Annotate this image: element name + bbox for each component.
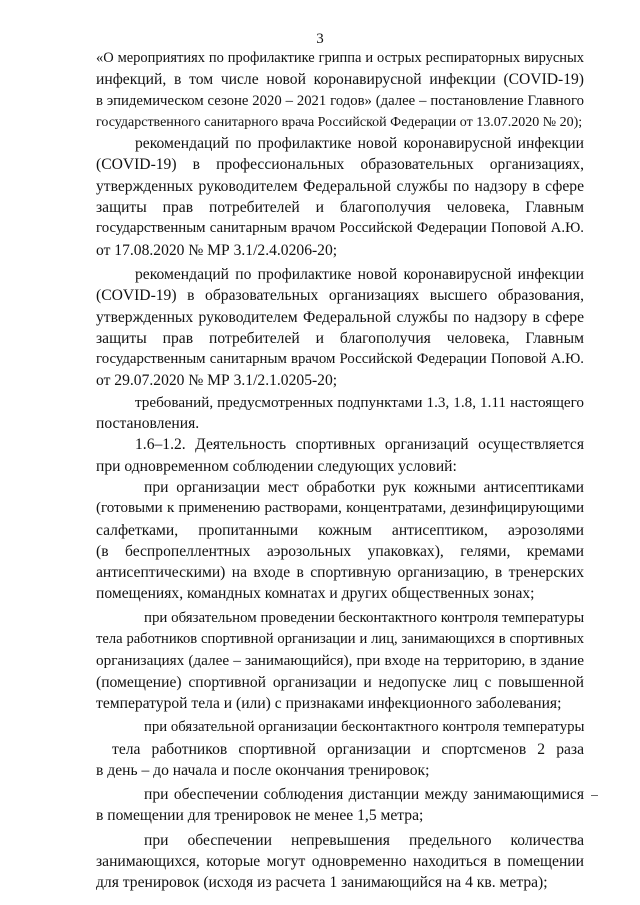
text-line: для тренировок (исходя из расчета 1 занимающийся на 4 кв. метра);: [96, 874, 548, 892]
text-line: (помещение) спортивной организации и недопуске лиц с повышенной: [96, 673, 584, 691]
text-line: тела работников спортивной организации и лиц, занимающихся в спортивных: [96, 631, 584, 648]
text-line: тела работников спортивной организации и спортсменов 2 раза: [112, 740, 584, 758]
paragraph-occupancy-limit: [96, 830, 584, 894]
text-line: государственного санитарного врача Российской Федерации от 13.07.2020 № 20);: [96, 114, 583, 130]
paragraph-temperature-screening-entry: [96, 608, 584, 714]
paragraph-hand-antiseptics: [96, 477, 584, 605]
text-line: антисептическими) на входе в спортивную организацию, в тренерских: [96, 564, 584, 582]
text-line: государственным санитарным врачом Российской Федерации Поповой А.Ю.: [96, 220, 584, 237]
text-line: занимающихся, которые могут одновременно находиться в помещении: [96, 852, 584, 870]
text-line: при обязательном проведении бесконтактного контроля температуры: [144, 609, 585, 626]
text-line: при одновременном соблюдении следующих условий:: [96, 457, 457, 475]
text-line: рекомендаций по профилактике новой коронавирусной инфекции: [135, 135, 584, 153]
text-line: 1.6–1.2. Деятельность спортивных организаций осуществляется: [135, 436, 584, 454]
text-line: температурой тела и (или) с признаками инфекционного заболевания;: [96, 694, 562, 712]
text-line: защиты прав потребителей и благополучия человека, Главным: [96, 329, 584, 347]
text-line: постановления.: [96, 415, 200, 433]
text-line: от 29.07.2020 № МР 3.1/2.1.0205-20;: [96, 372, 338, 390]
text-line: (COVID-19) в образовательных организациях высшего образования,: [96, 287, 584, 305]
text-line: в день – до начала и после окончания тренировок;: [96, 761, 430, 779]
document-body: [96, 48, 584, 894]
page-number: 3: [316, 31, 324, 47]
paragraph-recommendations-professional: [96, 133, 584, 261]
text-line: при обеспечении непревышения предельного количества: [144, 831, 584, 849]
paragraph-resolution-reference: [96, 48, 584, 133]
text-line: (готовыми к применению растворами, концентратами, дезинфицирующими: [96, 500, 584, 517]
scan-mark: [591, 795, 598, 796]
paragraph-section-1-6-1-2: [96, 434, 584, 477]
text-line: организациях (далее – занимающийся), при входе на территорию, в здание: [96, 652, 584, 670]
text-line: требований, предусмотренных подпунктами 1.3, 1.8, 1.11 настоящего: [135, 393, 584, 411]
text-line: (COVID-19) в профессиональных образовательных организациях,: [96, 156, 584, 174]
text-line: в эпидемическом сезоне 2020 – 2021 годов» (далее – постановление Главного: [96, 92, 584, 109]
paragraph-requirements-subparagraphs: [96, 392, 584, 435]
text-line: инфекций, в том числе новой коронавирусной инфекции (COVID-19): [96, 71, 584, 89]
text-line: утвержденных руководителем Федеральной службы по надзору в сфере: [96, 308, 584, 326]
text-line: от 17.08.2020 № МР 3.1/2.4.0206-20;: [96, 241, 338, 259]
text-line: «О мероприятиях по профилактике гриппа и острых респираторных вирусных: [96, 50, 584, 66]
text-line: рекомендаций по профилактике новой коронавирусной инфекции: [135, 265, 584, 283]
text-line: помещениях, командных комнатах и других общественных зонах;: [96, 585, 535, 603]
text-line: при обеспечении соблюдения дистанции между занимающимися: [144, 786, 584, 804]
paragraph-recommendations-higher-education: [96, 264, 584, 392]
text-line: при организации мест обработки рук кожными антисептиками: [144, 478, 584, 496]
paragraph-temperature-screening-athletes: [96, 717, 584, 781]
text-line: (в беспропеллентных аэрозольных упаковках), гелями, кремами: [96, 542, 584, 560]
text-line: при обязательной организации бесконтактного контроля температуры: [144, 719, 585, 736]
text-line: салфетками, пропитанными кожным антисептиком, аэрозолями: [96, 521, 584, 539]
text-line: в помещении для тренировок не менее 1,5 метра;: [96, 807, 424, 825]
text-line: государственным санитарным врачом Российской Федерации Поповой А.Ю.: [96, 351, 584, 368]
paragraph-distancing: [96, 784, 584, 827]
text-line: утвержденных руководителем Федеральной службы по надзору в сфере: [96, 177, 584, 195]
text-line: защиты прав потребителей и благополучия человека, Главным: [96, 199, 584, 217]
